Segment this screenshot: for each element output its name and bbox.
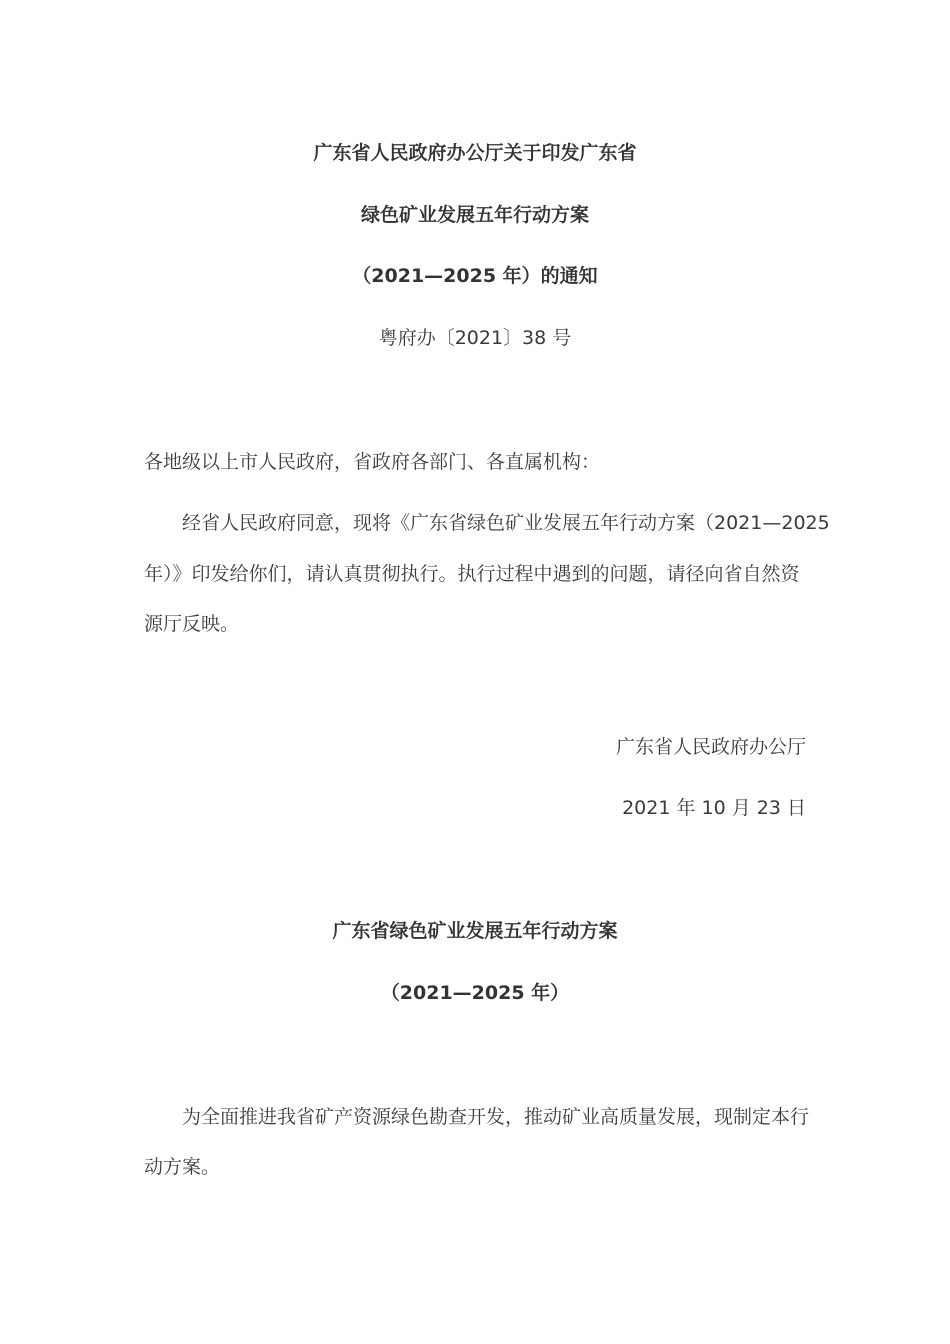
notice-title-line-2: 绿色矿业发展五年行动方案 <box>360 204 589 226</box>
plan-title: 广东省绿色矿业发展五年行动方案 <box>332 920 618 942</box>
notice-title-line-1: 广东省人民政府办公厅关于印发广东省 <box>313 142 637 164</box>
document-number: 粤府办〔2021〕38 号 <box>378 327 572 349</box>
notice-title-line-3: （2021—2025 年）的通知 <box>352 265 598 287</box>
notice-body-line-1: 经省人民政府同意，现将《广东省绿色矿业发展五年行动方案（2021—2025 <box>182 512 830 534</box>
plan-intro-line-1: 为全面推进我省矿产资源绿色勘查开发，推动矿业高质量发展，现制定本行 <box>182 1106 810 1128</box>
issuer: 广东省人民政府办公厅 <box>615 736 806 758</box>
notice-body-line-3: 源厅反映。 <box>144 613 240 635</box>
plan-subtitle: （2021—2025 年） <box>380 982 570 1004</box>
issue-date: 2021 年 10 月 23 日 <box>622 797 806 819</box>
salutation: 各地级以上市人民政府，省政府各部门、各直属机构： <box>144 451 601 473</box>
notice-body-line-2: 年）》印发给你们，请认真贯彻执行。执行过程中遇到的问题，请径向省自然资 <box>144 563 800 585</box>
plan-intro-line-2: 动方案。 <box>144 1156 221 1178</box>
